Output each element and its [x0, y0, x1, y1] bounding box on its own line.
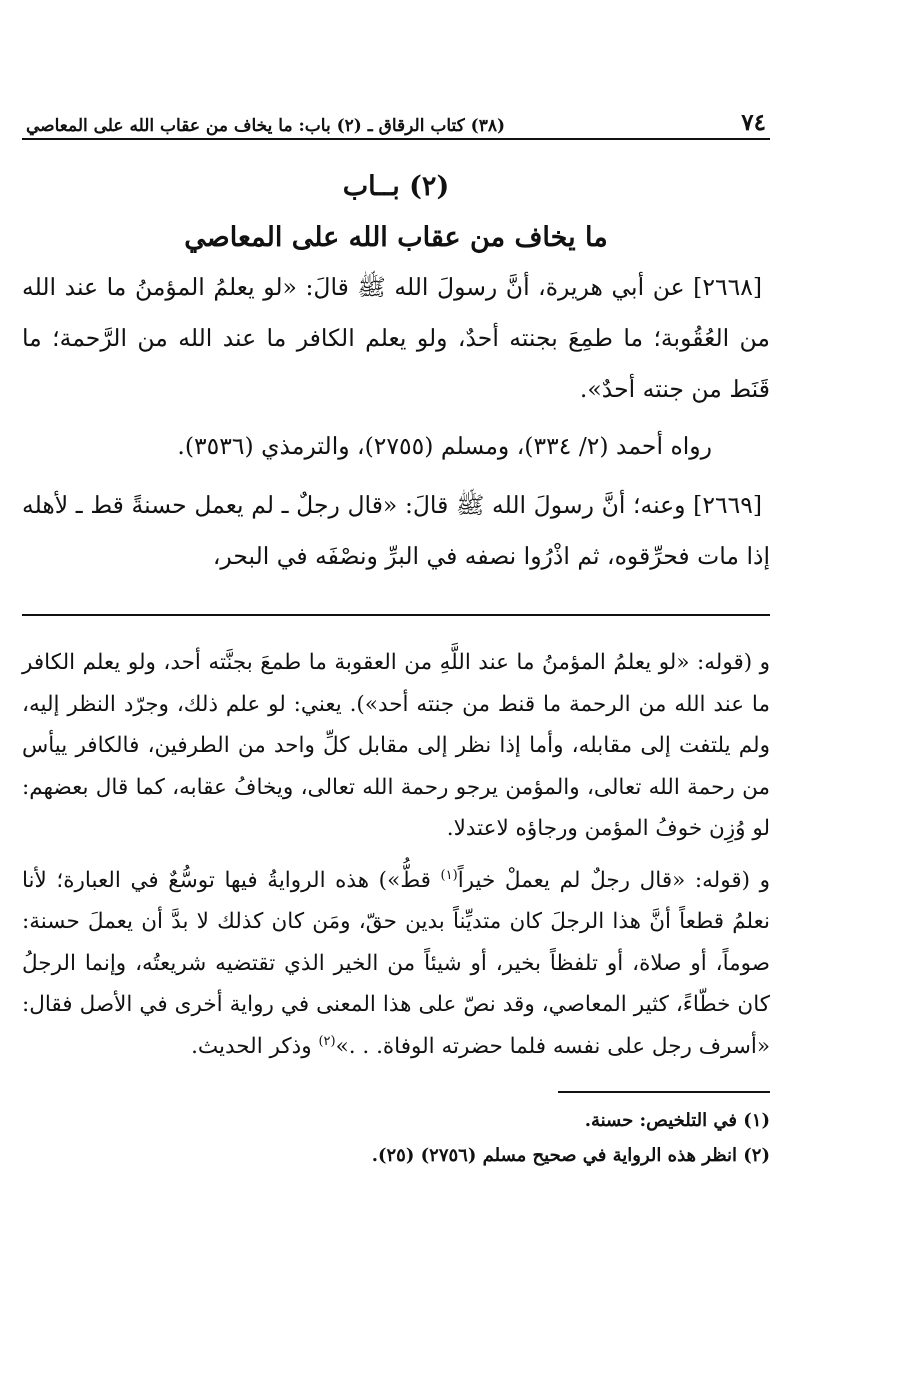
hadith-text	[22, 262, 770, 582]
chapter-number: (٢) بــاب	[342, 171, 450, 202]
commentary-paragraph-2-part-c: وذكر الحديث.	[191, 1033, 319, 1059]
commentary-paragraph-2-part-b: قطُّ») هذه الروايةُ فيها توسُّعٌ في العبارة؛ لأنا نعلمُ قطعاً أنَّ هذا الرجلَ كان متديِّناً بدين حقّ، ومَن كان كذلك لا بدَّ أن يعملَ حسنة: صوماً، أو صلاة، أو تلفظاً بخير، أو شيئاً من الخير الذي تقتضيه شريعتُه، وإنما الرجلُ كان خطّاءً، كثير المعاصي، وقد نصّ على هذا المعنى في رواية أخرى في الأصل فقال: «أسرف رجل على نفسه فلما حضرته الوفاة. . .»	[22, 867, 770, 1059]
hadith-2668-sources: رواه أحمد (٢/ ٣٣٤)، ومسلم (٢٧٥٥)، والترمذي (٣٥٣٦).	[177, 432, 712, 460]
footnote-rule	[558, 1091, 770, 1093]
commentary-paragraph-1: و (قوله: «لو يعلمُ المؤمنُ ما عند اللَّهِ من العقوبة ما طمعَ بجنَّته أحد، ولو يعلم الكافر ما عند الله من الرحمة ما قنط من جنته أحد»). يعني: لو علم ذلك، وجرّد النظر إليه، ولم يلتفت إلى مقابله، وأما إذا نظر إلى مقابل كلِّ واحد من الطرفين، فالكافر ييأس من رحمة الله تعالى، والمؤمن يرجو رحمة الله تعالى، ويخافُ عقابه، كما قال بعضهم: لو وُزِن خوفُ المؤمن ورجاؤه لاعتدلا.	[22, 650, 770, 841]
page-number: ٧٤	[741, 109, 766, 136]
header-rule	[22, 138, 770, 140]
commentary-separator	[22, 614, 770, 616]
footnote-ref-2[interactable]: (٢)	[318, 1033, 336, 1049]
footnote-2: (٢) انظر هذه الرواية في صحيح مسلم (٢٧٥٦) (٢٥).	[371, 1144, 770, 1166]
commentary-paragraph-2-part-a: و (قوله: «قال رجلٌ لم يعملْ خيراً	[457, 867, 770, 893]
commentary	[22, 642, 770, 1067]
footnote-ref-1[interactable]: (١)	[440, 867, 458, 883]
hadith-2669: [٢٦٦٩] وعنه؛ أنَّ رسولَ الله ﷺ قالَ: «قال رجلٌ ـ لم يعمل حسنةً قط ـ لأهله إذا مات فحرِّقوه، ثم اذْرُوا نصفه في البرِّ ونصْفَه في البحر،	[22, 491, 770, 570]
footnote-1: (١) في التلخيص: حسنة.	[584, 1109, 770, 1131]
hadith-2668: [٢٦٦٨] عن أبي هريرة، أنَّ رسولَ الله ﷺ قالَ: «لو يعلمُ المؤمنُ ما عند الله من العُقُوبة؛ ما طمِعَ بجنته أحدٌ، ولو يعلم الكافر ما عند الله من الرَّحمة؛ ما قَنَط من جنته أحدٌ».	[22, 273, 770, 403]
chapter-title: ما يخاف من عقاب الله على المعاصي	[184, 222, 608, 253]
book-page	[22, 92, 770, 1173]
footnotes	[22, 1103, 770, 1173]
running-title: (٣٨) كتاب الرقاق ـ (٢) باب: ما يخاف من عقاب الله على المعاصي	[26, 116, 506, 136]
commentary-paragraph-2	[22, 860, 770, 1068]
running-header	[22, 92, 770, 138]
